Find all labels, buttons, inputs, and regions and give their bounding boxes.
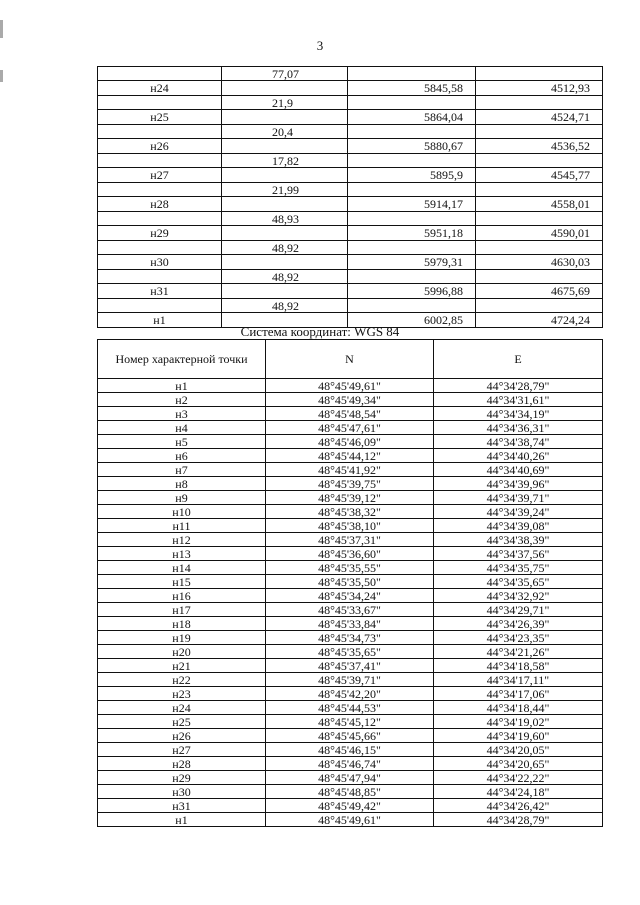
latitude-value: 48°45'35,65" — [266, 645, 434, 659]
longitude-value: 44°34'40,26" — [434, 449, 603, 463]
latitude-value: 48°45'37,41" — [266, 659, 434, 673]
empty-cell — [222, 255, 348, 270]
point-row — [98, 168, 603, 183]
table-row — [98, 533, 603, 547]
point-number: н26 — [98, 139, 222, 154]
latitude-value: 48°45'45,12" — [266, 715, 434, 729]
longitude-value: 44°34'32,92" — [434, 589, 603, 603]
table-row — [98, 505, 603, 519]
latitude-value: 48°45'49,34" — [266, 393, 434, 407]
coordinates-distance-table — [97, 66, 603, 328]
empty-cell — [98, 212, 222, 226]
table-row — [98, 575, 603, 589]
longitude-value: 44°34'35,65" — [434, 575, 603, 589]
longitude-value: 44°34'38,39" — [434, 533, 603, 547]
empty-cell — [348, 270, 476, 284]
point-row — [98, 197, 603, 212]
empty-cell — [98, 125, 222, 139]
longitude-value: 44°34'35,75" — [434, 561, 603, 575]
table-row — [98, 645, 603, 659]
point-number: н12 — [98, 533, 266, 547]
header-longitude: E — [434, 340, 603, 379]
empty-cell — [222, 168, 348, 183]
coordinate-y: 4545,77 — [476, 168, 603, 183]
point-number: н23 — [98, 687, 266, 701]
longitude-value: 44°34'39,08" — [434, 519, 603, 533]
segment-distance: 48,92 — [222, 241, 348, 255]
longitude-value: 44°34'29,71" — [434, 603, 603, 617]
segment-distance: 20,4 — [222, 125, 348, 139]
header-point-number: Номер характерной точки — [98, 340, 266, 379]
point-number: н30 — [98, 255, 222, 270]
table-row — [98, 617, 603, 631]
table-row — [98, 813, 603, 827]
table-row — [98, 673, 603, 687]
table-row — [98, 771, 603, 785]
table-row — [98, 421, 603, 435]
longitude-value: 44°34'28,79" — [434, 379, 603, 393]
latitude-value: 48°45'47,94" — [266, 771, 434, 785]
latitude-value: 48°45'49,61" — [266, 813, 434, 827]
segment-distance: 17,82 — [222, 154, 348, 168]
point-number: н18 — [98, 617, 266, 631]
table-row — [98, 701, 603, 715]
longitude-value: 44°34'24,18" — [434, 785, 603, 799]
point-number: н25 — [98, 715, 266, 729]
page-number: 3 — [316, 38, 324, 53]
table-row — [98, 659, 603, 673]
empty-cell — [348, 212, 476, 226]
empty-cell — [222, 284, 348, 299]
point-number: н28 — [98, 757, 266, 771]
table-row — [98, 407, 603, 421]
segment-distance: 48,93 — [222, 212, 348, 226]
latitude-value: 48°45'49,42" — [266, 799, 434, 813]
empty-cell — [222, 81, 348, 96]
empty-cell — [98, 183, 222, 197]
point-number: н1 — [98, 313, 222, 328]
coordinate-x: 5864,04 — [348, 110, 476, 125]
empty-cell — [476, 67, 603, 81]
coordinate-x: 5996,88 — [348, 284, 476, 299]
table-row — [98, 799, 603, 813]
empty-cell — [476, 96, 603, 110]
empty-cell — [348, 125, 476, 139]
longitude-value: 44°34'18,58" — [434, 659, 603, 673]
coordinate-y: 4675,69 — [476, 284, 603, 299]
distance-row — [98, 96, 603, 110]
coordinate-y: 4590,01 — [476, 226, 603, 241]
coordinate-y: 4630,03 — [476, 255, 603, 270]
table-row — [98, 729, 603, 743]
point-row — [98, 139, 603, 154]
latitude-value: 48°45'38,10" — [266, 519, 434, 533]
empty-cell — [476, 154, 603, 168]
scan-margin-mark — [0, 70, 3, 82]
empty-cell — [222, 226, 348, 241]
longitude-value: 44°34'26,42" — [434, 799, 603, 813]
point-number: н5 — [98, 435, 266, 449]
point-number: н27 — [98, 168, 222, 183]
empty-cell — [98, 96, 222, 110]
empty-cell — [476, 183, 603, 197]
latitude-value: 48°45'38,32" — [266, 505, 434, 519]
segment-distance: 77,07 — [222, 67, 348, 81]
empty-cell — [348, 183, 476, 197]
point-number: н15 — [98, 575, 266, 589]
longitude-value: 44°34'38,74" — [434, 435, 603, 449]
table-row — [98, 631, 603, 645]
segment-distance: 21,9 — [222, 96, 348, 110]
point-number: н7 — [98, 463, 266, 477]
longitude-value: 44°34'34,19" — [434, 407, 603, 421]
longitude-value: 44°34'36,31" — [434, 421, 603, 435]
latitude-value: 48°45'44,53" — [266, 701, 434, 715]
latitude-value: 48°45'47,61" — [266, 421, 434, 435]
table-row — [98, 491, 603, 505]
point-number: н1 — [98, 379, 266, 393]
empty-cell — [348, 67, 476, 81]
table-row — [98, 715, 603, 729]
coordinate-y: 4724,24 — [476, 313, 603, 328]
empty-cell — [476, 125, 603, 139]
table-row — [98, 561, 603, 575]
table-row — [98, 463, 603, 477]
table-row — [98, 393, 603, 407]
coordinate-x: 5880,67 — [348, 139, 476, 154]
distance-row — [98, 125, 603, 139]
point-row — [98, 81, 603, 96]
point-number: н16 — [98, 589, 266, 603]
point-number: н11 — [98, 519, 266, 533]
latitude-value: 48°45'46,74" — [266, 757, 434, 771]
latitude-value: 48°45'34,24" — [266, 589, 434, 603]
longitude-value: 44°34'17,06" — [434, 687, 603, 701]
latitude-value: 48°45'35,50" — [266, 575, 434, 589]
latitude-value: 48°45'35,55" — [266, 561, 434, 575]
table-row — [98, 379, 603, 393]
longitude-value: 44°34'20,05" — [434, 743, 603, 757]
longitude-value: 44°34'22,22" — [434, 771, 603, 785]
wgs84-coordinates-table-body — [98, 379, 603, 827]
distance-row — [98, 270, 603, 284]
table-row — [98, 547, 603, 561]
scan-margin-mark — [0, 20, 3, 38]
latitude-value: 48°45'49,61" — [266, 379, 434, 393]
empty-cell — [476, 270, 603, 284]
coordinate-x: 6002,85 — [348, 313, 476, 328]
latitude-value: 48°45'33,84" — [266, 617, 434, 631]
longitude-value: 44°34'37,56" — [434, 547, 603, 561]
empty-cell — [222, 139, 348, 154]
coordinate-x: 5979,31 — [348, 255, 476, 270]
latitude-value: 48°45'46,09" — [266, 435, 434, 449]
point-number: н1 — [98, 813, 266, 827]
longitude-value: 44°34'20,65" — [434, 757, 603, 771]
empty-cell — [98, 299, 222, 313]
distance-row — [98, 299, 603, 313]
point-number: н17 — [98, 603, 266, 617]
point-number: н6 — [98, 449, 266, 463]
empty-cell — [348, 154, 476, 168]
wgs84-coordinates-table — [97, 339, 603, 827]
table-row — [98, 603, 603, 617]
point-row — [98, 110, 603, 125]
point-row — [98, 255, 603, 270]
empty-cell — [476, 241, 603, 255]
table-row — [98, 449, 603, 463]
table-row — [98, 477, 603, 491]
table-row — [98, 785, 603, 799]
longitude-value: 44°34'19,02" — [434, 715, 603, 729]
coordinate-y: 4536,52 — [476, 139, 603, 154]
point-number: н26 — [98, 729, 266, 743]
latitude-value: 48°45'46,15" — [266, 743, 434, 757]
empty-cell — [348, 241, 476, 255]
coordinate-system-caption: Система координат: WGS 84 — [240, 324, 400, 339]
empty-cell — [98, 67, 222, 81]
empty-cell — [98, 270, 222, 284]
point-number: н22 — [98, 673, 266, 687]
coordinate-y: 4524,71 — [476, 110, 603, 125]
coordinate-y: 4512,93 — [476, 81, 603, 96]
longitude-value: 44°34'19,60" — [434, 729, 603, 743]
empty-cell — [476, 212, 603, 226]
coordinate-x: 5951,18 — [348, 226, 476, 241]
distance-row — [98, 212, 603, 226]
latitude-value: 48°45'48,54" — [266, 407, 434, 421]
distance-row — [98, 154, 603, 168]
table-row — [98, 687, 603, 701]
empty-cell — [348, 299, 476, 313]
latitude-value: 48°45'39,12" — [266, 491, 434, 505]
point-number: н29 — [98, 771, 266, 785]
point-number: н29 — [98, 226, 222, 241]
latitude-value: 48°45'41,92" — [266, 463, 434, 477]
coordinate-x: 5895,9 — [348, 168, 476, 183]
point-number: н24 — [98, 81, 222, 96]
point-number: н14 — [98, 561, 266, 575]
point-number: н10 — [98, 505, 266, 519]
latitude-value: 48°45'37,31" — [266, 533, 434, 547]
longitude-value: 44°34'40,69" — [434, 463, 603, 477]
point-number: н8 — [98, 477, 266, 491]
latitude-value: 48°45'39,75" — [266, 477, 434, 491]
coordinate-x: 5914,17 — [348, 197, 476, 212]
point-row — [98, 284, 603, 299]
point-number: н24 — [98, 701, 266, 715]
latitude-value: 48°45'42,20" — [266, 687, 434, 701]
longitude-value: 44°34'26,39" — [434, 617, 603, 631]
point-number: н4 — [98, 421, 266, 435]
empty-cell — [348, 96, 476, 110]
longitude-value: 44°34'39,96" — [434, 477, 603, 491]
latitude-value: 48°45'44,12" — [266, 449, 434, 463]
point-number: н13 — [98, 547, 266, 561]
latitude-value: 48°45'36,60" — [266, 547, 434, 561]
longitude-value: 44°34'39,71" — [434, 491, 603, 505]
longitude-value: 44°34'39,24" — [434, 505, 603, 519]
table-row — [98, 757, 603, 771]
longitude-value: 44°34'18,44" — [434, 701, 603, 715]
coordinate-y: 4558,01 — [476, 197, 603, 212]
longitude-value: 44°34'31,61" — [434, 393, 603, 407]
point-row — [98, 226, 603, 241]
latitude-value: 48°45'48,85" — [266, 785, 434, 799]
empty-cell — [222, 110, 348, 125]
distance-row — [98, 183, 603, 197]
point-number: н27 — [98, 743, 266, 757]
empty-cell — [476, 299, 603, 313]
segment-distance: 21,99 — [222, 183, 348, 197]
longitude-value: 44°34'17,11" — [434, 673, 603, 687]
point-number: н2 — [98, 393, 266, 407]
point-number: н3 — [98, 407, 266, 421]
coordinates-distance-table-body — [98, 67, 603, 328]
table-row — [98, 519, 603, 533]
latitude-value: 48°45'39,71" — [266, 673, 434, 687]
point-number: н9 — [98, 491, 266, 505]
point-number: н30 — [98, 785, 266, 799]
point-number: н25 — [98, 110, 222, 125]
coordinate-x: 5845,58 — [348, 81, 476, 96]
table-row — [98, 435, 603, 449]
header-latitude: N — [266, 340, 434, 379]
segment-distance: 48,92 — [222, 270, 348, 284]
latitude-value: 48°45'45,66" — [266, 729, 434, 743]
empty-cell — [98, 154, 222, 168]
empty-cell — [222, 197, 348, 212]
latitude-value: 48°45'33,67" — [266, 603, 434, 617]
distance-row — [98, 67, 603, 81]
table-row — [98, 589, 603, 603]
table-row — [98, 743, 603, 757]
table-header-row — [98, 340, 603, 379]
distance-row — [98, 241, 603, 255]
point-number: н19 — [98, 631, 266, 645]
point-number: н20 — [98, 645, 266, 659]
longitude-value: 44°34'28,79" — [434, 813, 603, 827]
longitude-value: 44°34'21,26" — [434, 645, 603, 659]
point-number: н31 — [98, 284, 222, 299]
point-number: н31 — [98, 799, 266, 813]
point-number: н21 — [98, 659, 266, 673]
point-number: н28 — [98, 197, 222, 212]
longitude-value: 44°34'23,35" — [434, 631, 603, 645]
segment-distance: 48,92 — [222, 299, 348, 313]
empty-cell — [98, 241, 222, 255]
latitude-value: 48°45'34,73" — [266, 631, 434, 645]
